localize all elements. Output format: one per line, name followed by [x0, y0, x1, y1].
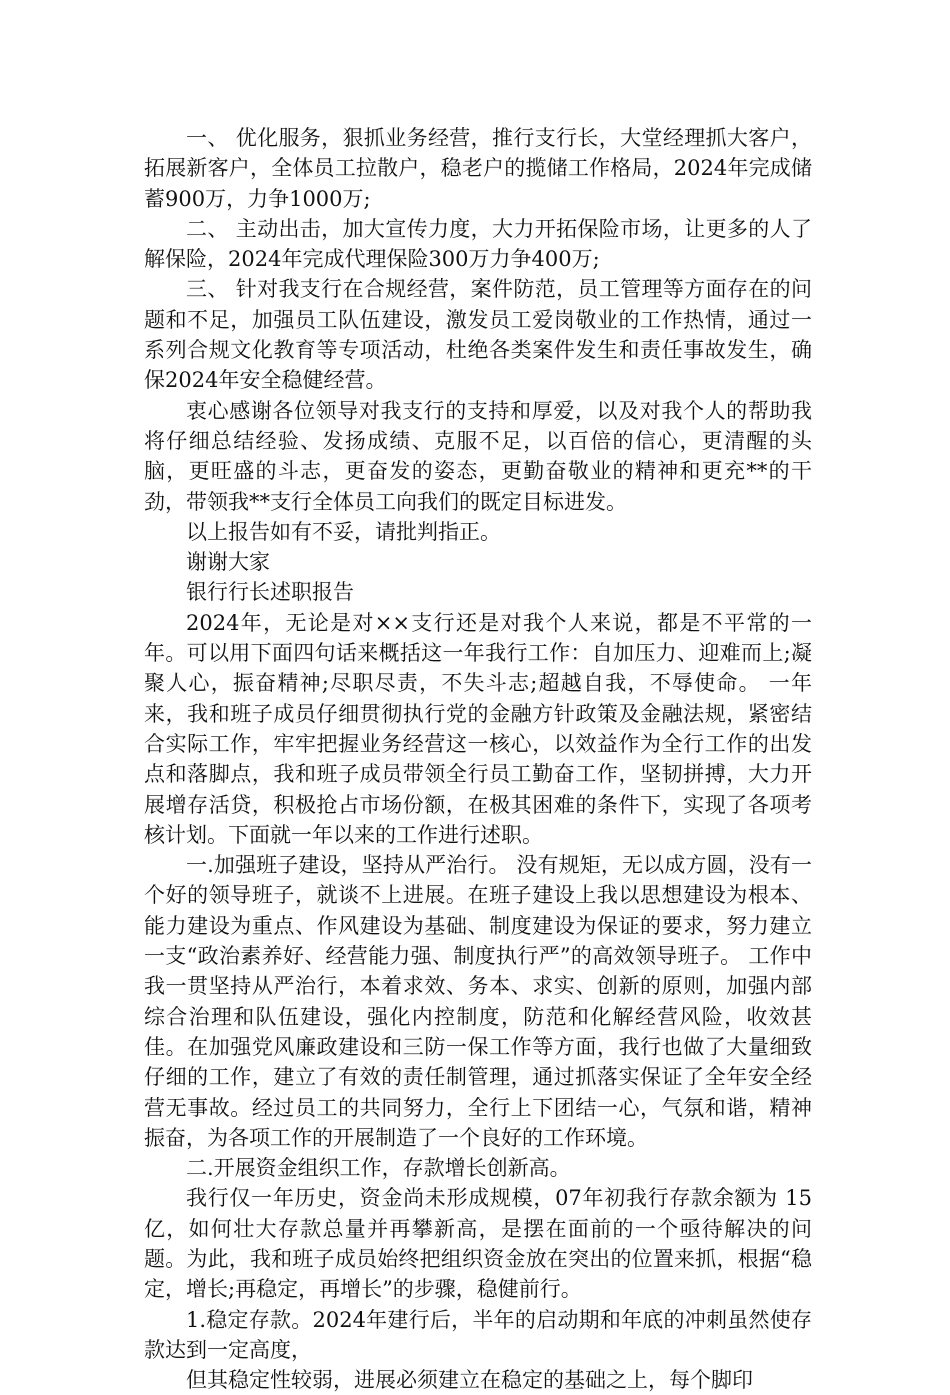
report-title: 银行行长述职报告: [186, 580, 354, 605]
paragraph-stabilize-deposits: 1.稳定存款。2024年建行后，半年的启动期和年底的冲刺虽然使存款达到一定高度，: [144, 1307, 812, 1362]
section-two-heading: 二.开展资金组织工作，存款增长创新高。: [186, 1156, 571, 1181]
paragraph-goal-2: 二、 主动出击，加大宣传力度，大力开拓保险市场，让更多的人了解保险，2024年完成代理保险300万力争400万;: [144, 216, 812, 272]
paragraph-stability-continued: 但其稳定性较弱，进展必须建立在稳定的基础之上，每个脚印: [186, 1368, 753, 1393]
paragraph-year-overview: 2024年，无论是对××支行还是对我个人来说，都是不平常的一年。可以用下面四句话来概括这一年我行工作：自加压力、迎难而上;凝聚人心，振奋精神;尽职尽责，不失斗志;超越自我，不辱使命。 一年来，我和班子成员仔细贯彻执行党的金融方针政策及金融法规，紧密结合实际工作，牢牢把握业务经营这一核心，以效益作为全行工作的出发点和落脚点，我和班子成员带领全行员工勤奋工作，坚韧拼搏，大力开展增存活贷，积极抢占市场份额，在极其困难的条件下，实现了各项考核计划。下面就一年以来的工作进行述职。: [144, 610, 812, 847]
paragraph-section-one: 一.加强班子建设，坚持从严治行。 没有规矩，无以成方圆，没有一个好的领导班子，就谈不上进展。在班子建设上我以思想建设为根本、能力建设为重点、作风建设为基础、制度建设为保证的要求，努力建立一支“政治素养好、经营能力强、制度执行严”的高效领导班子。 工作中我一贯坚持从严治行，本着求效、务本、求实、创新的原则，加强内部综合治理和队伍建设，强化内控制度，防范和化解经营风险，收效甚佳。在加强党风廉政建设和三防一保工作等方面，我行也做了大量细致仔细的工作，建立了有效的责任制管理，通过抓落实保证了全年安全经营无事故。经过员工的共同努力，全行上下团结一心，气氛和谐，精神振奋，为各项工作的开展制造了一个良好的工作环境。: [144, 853, 812, 1150]
paragraph-goal-1: 一、 优化服务，狠抓业务经营，推行支行长，大堂经理抓大客户，拓展新客户，全体员工拉散户，稳老户的揽储工作格局，2024年完成储蓄900万，力争1000万;: [144, 126, 812, 211]
paragraph-request-correction: 以上报告如有不妥，请批判指正。: [186, 519, 501, 544]
document-body: [144, 123, 812, 1395]
paragraph-thanks-leaders: 衷心感谢各位领导对我支行的支持和厚爱，以及对我个人的帮助我将仔细总结经验、发扬成绩、克服不足，以百倍的信心，更清醒的头脑，更旺盛的斗志，更奋发的姿态，更勤奋敬业的精神和更充**的干劲，带领我**支行全体员工向我们的既定目标进发。: [144, 398, 812, 514]
paragraph-goal-3: 三、 针对我支行在合规经营，案件防范，员工管理等方面存在的问题和不足，加强员工队伍建设，激发员工爱岗敬业的工作热情，通过一系列合规文化教育等专项活动，杜绝各类案件发生和责任事故发生，确保2024年安全稳健经营。: [144, 277, 812, 393]
paragraph-section-two-body: 我行仅一年历史，资金尚未形成规模，07年初我行存款余额为 15亿，如何壮大存款总量并再攀新高，是摆在面前的一个亟待解决的问题。为此，我和班子成员始终把组织资金放在突出的位置来抓，根据“稳定，增长;再稳定，再增长”的步骤，稳健前行。: [144, 1186, 812, 1302]
paragraph-thank-you: 谢谢大家: [186, 550, 270, 575]
